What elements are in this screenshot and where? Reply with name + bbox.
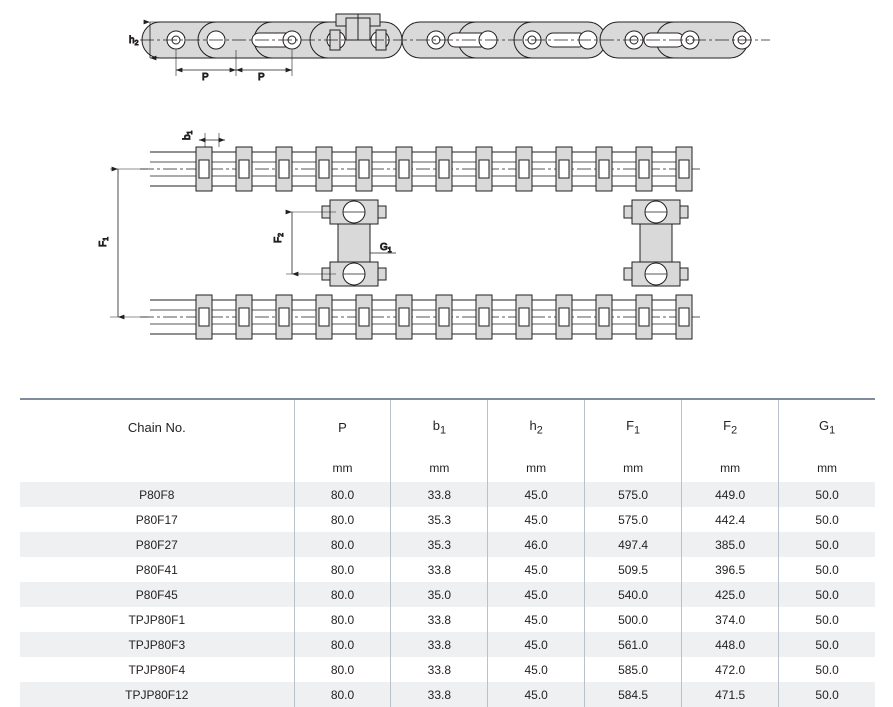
cell-h2: 45.0 bbox=[488, 607, 585, 632]
cell-p: 80.0 bbox=[294, 682, 391, 707]
cell-f1: 584.5 bbox=[585, 682, 682, 707]
header-f2-sub: 2 bbox=[731, 424, 738, 437]
cell-f2: 374.0 bbox=[682, 607, 779, 632]
cell-h2: 45.0 bbox=[488, 507, 585, 532]
header-g1 bbox=[779, 399, 875, 454]
header-f2 bbox=[682, 399, 779, 454]
unit-g1: mm bbox=[779, 454, 875, 482]
cell-f2: 472.0 bbox=[682, 657, 779, 682]
cell-f1: 575.0 bbox=[585, 482, 682, 507]
dim-b1 bbox=[199, 133, 225, 147]
header-g1-sub: 1 bbox=[829, 424, 836, 437]
cell-f2: 425.0 bbox=[682, 582, 779, 607]
dim-f2 bbox=[286, 212, 336, 274]
cell-chain-no: P80F45 bbox=[20, 582, 294, 607]
cell-chain-no: P80F41 bbox=[20, 557, 294, 582]
cell-g1: 50.0 bbox=[779, 582, 875, 607]
cell-p: 80.0 bbox=[294, 607, 391, 632]
table-row bbox=[20, 557, 875, 582]
cell-chain-no: P80F17 bbox=[20, 507, 294, 532]
cell-h2: 45.0 bbox=[488, 657, 585, 682]
table-row bbox=[20, 482, 875, 507]
cell-chain-no: TPJP80F12 bbox=[20, 682, 294, 707]
label-b1: $b_1$ bbox=[182, 130, 194, 140]
cell-g1: 50.0 bbox=[779, 532, 875, 557]
label-p-2: P bbox=[258, 72, 265, 83]
table-header-row bbox=[20, 399, 875, 454]
cell-b1: 33.8 bbox=[391, 482, 488, 507]
header-h2-sub: 2 bbox=[536, 424, 543, 437]
cell-f2: 448.0 bbox=[682, 632, 779, 657]
unit-h2: mm bbox=[488, 454, 585, 482]
lower-strand bbox=[140, 295, 700, 339]
cell-b1: 35.0 bbox=[391, 582, 488, 607]
cell-f1: 500.0 bbox=[585, 607, 682, 632]
cell-p: 80.0 bbox=[294, 557, 391, 582]
unit-f1: mm bbox=[585, 454, 682, 482]
cell-g1: 50.0 bbox=[779, 657, 875, 682]
header-chain-no: Chain No. bbox=[127, 419, 186, 435]
table-body bbox=[20, 482, 875, 707]
upper-strand bbox=[140, 147, 700, 191]
table-row bbox=[20, 607, 875, 632]
header-b1-sub: 1 bbox=[439, 424, 446, 437]
cell-p: 80.0 bbox=[294, 582, 391, 607]
table-row bbox=[20, 507, 875, 532]
cell-p: 80.0 bbox=[294, 507, 391, 532]
cell-g1: 50.0 bbox=[779, 607, 875, 632]
cell-b1: 35.3 bbox=[391, 507, 488, 532]
unit-f2: mm bbox=[682, 454, 779, 482]
cell-f1: 540.0 bbox=[585, 582, 682, 607]
cell-b1: 33.8 bbox=[391, 632, 488, 657]
cell-f1: 509.5 bbox=[585, 557, 682, 582]
label-F1: $F_1$ bbox=[98, 236, 110, 247]
cell-chain-no: TPJP80F4 bbox=[20, 657, 294, 682]
header-f2-main: F bbox=[723, 417, 732, 433]
table-unit-row bbox=[20, 454, 875, 482]
cell-f1: 575.0 bbox=[585, 507, 682, 532]
header-b1 bbox=[391, 399, 488, 454]
cell-g1: 50.0 bbox=[779, 507, 875, 532]
cell-chain-no: TPJP80F1 bbox=[20, 607, 294, 632]
cell-g1: 50.0 bbox=[779, 557, 875, 582]
cell-p: 80.0 bbox=[294, 532, 391, 557]
header-b1-main: b bbox=[432, 417, 440, 433]
label-F2: $F_2$ bbox=[273, 232, 285, 243]
cell-g1: 50.0 bbox=[779, 632, 875, 657]
label-G1: $G_1$ bbox=[380, 242, 392, 254]
header-p: P bbox=[294, 399, 391, 454]
cell-f1: 561.0 bbox=[585, 632, 682, 657]
cell-p: 80.0 bbox=[294, 632, 391, 657]
table-row bbox=[20, 582, 875, 607]
unit-chain-no bbox=[20, 454, 294, 482]
plan-view bbox=[98, 130, 700, 339]
specification-table-wrapper bbox=[20, 398, 875, 707]
table-row bbox=[20, 657, 875, 682]
dim-f1 bbox=[110, 169, 148, 317]
table-row bbox=[20, 632, 875, 657]
header-g1-main: G bbox=[818, 417, 830, 433]
header-f1-main: F bbox=[626, 417, 635, 433]
label-h2-top: $h_2$ bbox=[129, 35, 139, 47]
cell-f2: 442.4 bbox=[682, 507, 779, 532]
cell-h2: 45.0 bbox=[488, 632, 585, 657]
cell-b1: 33.8 bbox=[391, 657, 488, 682]
cell-g1: 50.0 bbox=[779, 682, 875, 707]
cell-h2: 45.0 bbox=[488, 682, 585, 707]
specification-table bbox=[20, 398, 875, 707]
cell-b1: 33.8 bbox=[391, 607, 488, 632]
cell-f1: 585.0 bbox=[585, 657, 682, 682]
table-row bbox=[20, 682, 875, 707]
cell-p: 80.0 bbox=[294, 482, 391, 507]
cell-h2: 45.0 bbox=[488, 557, 585, 582]
cross-bar-left bbox=[322, 200, 386, 286]
unit-p: mm bbox=[294, 454, 391, 482]
cell-h2: 46.0 bbox=[488, 532, 585, 557]
top-view bbox=[129, 14, 770, 83]
cell-f2: 396.5 bbox=[682, 557, 779, 582]
cell-b1: 33.8 bbox=[391, 682, 488, 707]
unit-b1: mm bbox=[391, 454, 488, 482]
cell-chain-no: P80F8 bbox=[20, 482, 294, 507]
cell-f1: 497.4 bbox=[585, 532, 682, 557]
cell-f2: 385.0 bbox=[682, 532, 779, 557]
cell-f2: 471.5 bbox=[682, 682, 779, 707]
table-row bbox=[20, 532, 875, 557]
cell-h2: 45.0 bbox=[488, 482, 585, 507]
cell-chain-no: TPJP80F3 bbox=[20, 632, 294, 657]
cell-p: 80.0 bbox=[294, 657, 391, 682]
header-f1-sub: 1 bbox=[634, 424, 641, 437]
cell-b1: 35.3 bbox=[391, 532, 488, 557]
cell-f2: 449.0 bbox=[682, 482, 779, 507]
cell-chain-no: P80F27 bbox=[20, 532, 294, 557]
cross-bar-right bbox=[624, 200, 688, 286]
header-f1 bbox=[585, 399, 682, 454]
header-h2 bbox=[488, 399, 585, 454]
label-p-1: P bbox=[202, 72, 209, 83]
header-h2-main: h bbox=[529, 417, 537, 433]
cell-h2: 45.0 bbox=[488, 582, 585, 607]
cell-b1: 33.8 bbox=[391, 557, 488, 582]
cell-g1: 50.0 bbox=[779, 482, 875, 507]
